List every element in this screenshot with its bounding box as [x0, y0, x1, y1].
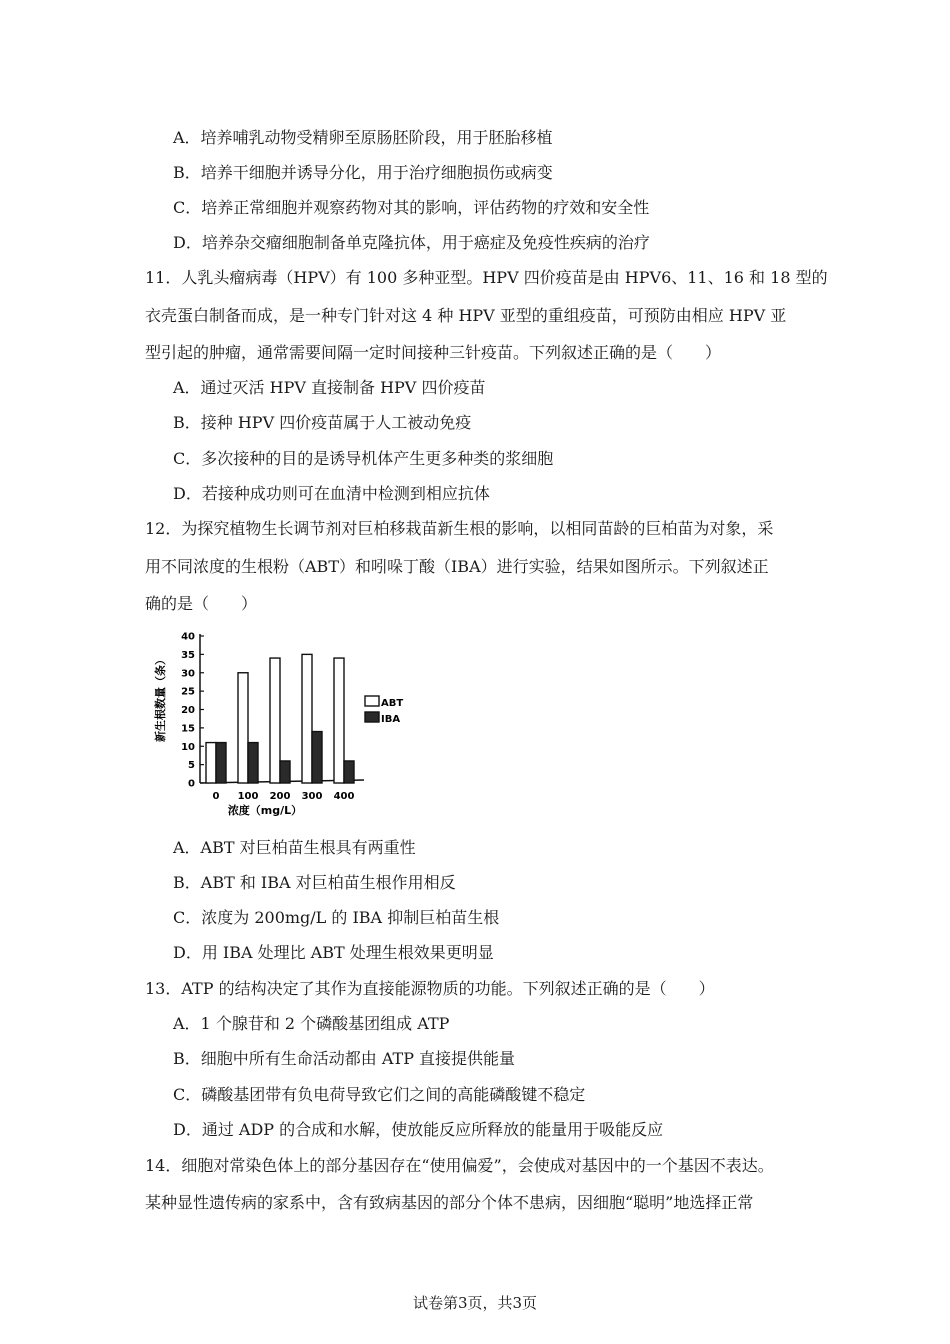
chart-bar-abt: [206, 743, 216, 783]
chart-x-tick-label: 400: [333, 791, 355, 802]
chart-y-tick-label: 25: [181, 686, 195, 698]
chart-bar-abt: [302, 654, 312, 783]
q11-stem-line: 衣壳蛋白制备而成，是一种专门针对这 4 种 HPV 亚型的重组疫苗，可预防由相应 HPV 亚: [145, 306, 787, 325]
q11-option-b: B．接种 HPV 四价疫苗属于人工被动免疫: [173, 413, 472, 432]
q10-option-b: B．培养干细胞并诱导分化，用于治疗细胞损伤或病变: [173, 163, 553, 182]
q14-stem-line: 14．细胞对常染色体上的部分基因存在“使用偏爱”，会使成对基因中的一个基因不表达。: [145, 1156, 774, 1175]
q13-option-a: A．1 个腺苷和 2 个磷酸基团组成 ATP: [173, 1014, 450, 1033]
q11-option-c: C．多次接种的目的是诱导机体产生更多种类的浆细胞: [173, 449, 554, 468]
q13-option-d: D．通过 ADP 的合成和水解，使放能反应所释放的能量用于吸能反应: [173, 1120, 664, 1139]
chart-y-tick-label: 15: [181, 723, 195, 735]
chart-x-tick-label: 0: [212, 791, 220, 802]
q12-stem-line: 12．为探究植物生长调节剂对巨柏移栽苗新生根的影响，以相同苗龄的巨柏苗为对象，采: [145, 519, 774, 538]
q12-stem-line: 用不同浓度的生根粉（ABT）和吲哚丁酸（IBA）进行实验，结果如图所示。下列叙述正: [145, 557, 769, 576]
chart-bar-iba: [248, 743, 258, 783]
q12-option-d: D．用 IBA 处理比 ABT 处理生根效果更明显: [173, 943, 494, 962]
q12-option-b: B．ABT 和 IBA 对巨柏苗生根作用相反: [173, 873, 456, 892]
q14-stem-line: 某种显性遗传病的家系中，含有致病基因的部分个体不患病，因细胞“聪明”地选择正常: [145, 1193, 754, 1212]
chart-bar-abt: [238, 673, 248, 783]
chart-y-tick-label: 35: [181, 649, 195, 661]
q11-option-d: D．若接种成功则可在血清中检测到相应抗体: [173, 484, 490, 503]
chart-y-tick-label: 40: [181, 631, 195, 643]
q12-stem-line: 确的是（ ）: [145, 594, 258, 613]
chart-bar-iba: [216, 743, 226, 783]
chart-bar-iba: [344, 761, 354, 783]
q11-stem-line: 11．人乳头瘤病毒（HPV）有 100 多种亚型。HPV 四价疫苗是由 HPV6、11、16 和 18 型的: [145, 268, 828, 287]
chart-x-axis-label: 浓度（mg/L）: [227, 804, 303, 817]
legend-swatch-abt: [365, 696, 379, 706]
chart-y-tick-label: 0: [188, 778, 195, 790]
q12-option-c: C．浓度为 200mg/L 的 IBA 抑制巨柏苗生根: [173, 908, 500, 927]
q11-option-a: A．通过灭活 HPV 直接制备 HPV 四价疫苗: [173, 378, 486, 397]
q12-option-a: A．ABT 对巨柏苗生根具有两重性: [173, 838, 416, 857]
q10-option-d: D．培养杂交瘤细胞制备单克隆抗体，用于癌症及免疫性疾病的治疗: [173, 233, 650, 252]
root-count-bar-chart: [150, 628, 420, 820]
q11-stem-line: 型引起的肿瘤，通常需要间隔一定时间接种三针疫苗。下列叙述正确的是（ ）: [145, 343, 722, 362]
chart-bar-abt: [270, 658, 280, 783]
q13-option-b: B．细胞中所有生命活动都由 ATP 直接提供能量: [173, 1049, 516, 1068]
chart-x-tick-label: 200: [269, 791, 291, 802]
chart-bar-abt: [334, 658, 344, 783]
chart-y-tick-label: 30: [181, 668, 195, 680]
q10-option-a: A．培养哺乳动物受精卵至原肠胚阶段，用于胚胎移植: [173, 128, 553, 147]
chart-bar-iba: [280, 761, 290, 783]
page-footer: 试卷第3页，共3页: [412, 1294, 538, 1312]
legend-label-iba: IBA: [381, 714, 401, 725]
chart-x-tick-label: 100: [237, 791, 259, 802]
q10-option-c: C．培养正常细胞并观察药物对其的影响，评估药物的疗效和安全性: [173, 198, 650, 217]
chart-y-tick-label: 5: [188, 760, 195, 772]
legend-label-abt: ABT: [381, 698, 404, 709]
q13-option-c: C．磷酸基团带有负电荷导致它们之间的高能磷酸键不稳定: [173, 1085, 586, 1104]
chart-bar-iba: [312, 732, 322, 783]
chart-y-tick-label: 20: [181, 705, 195, 716]
legend-swatch-iba: [365, 712, 379, 722]
chart-x-tick-label: 300: [301, 791, 323, 802]
q13-stem-line: 13．ATP 的结构决定了其作为直接能源物质的功能。下列叙述正确的是（ ）: [145, 979, 715, 998]
chart-y-tick-label: 10: [181, 741, 195, 753]
chart-legend: [365, 696, 403, 725]
chart-y-axis-label: 新生根数量（条）: [154, 654, 167, 742]
